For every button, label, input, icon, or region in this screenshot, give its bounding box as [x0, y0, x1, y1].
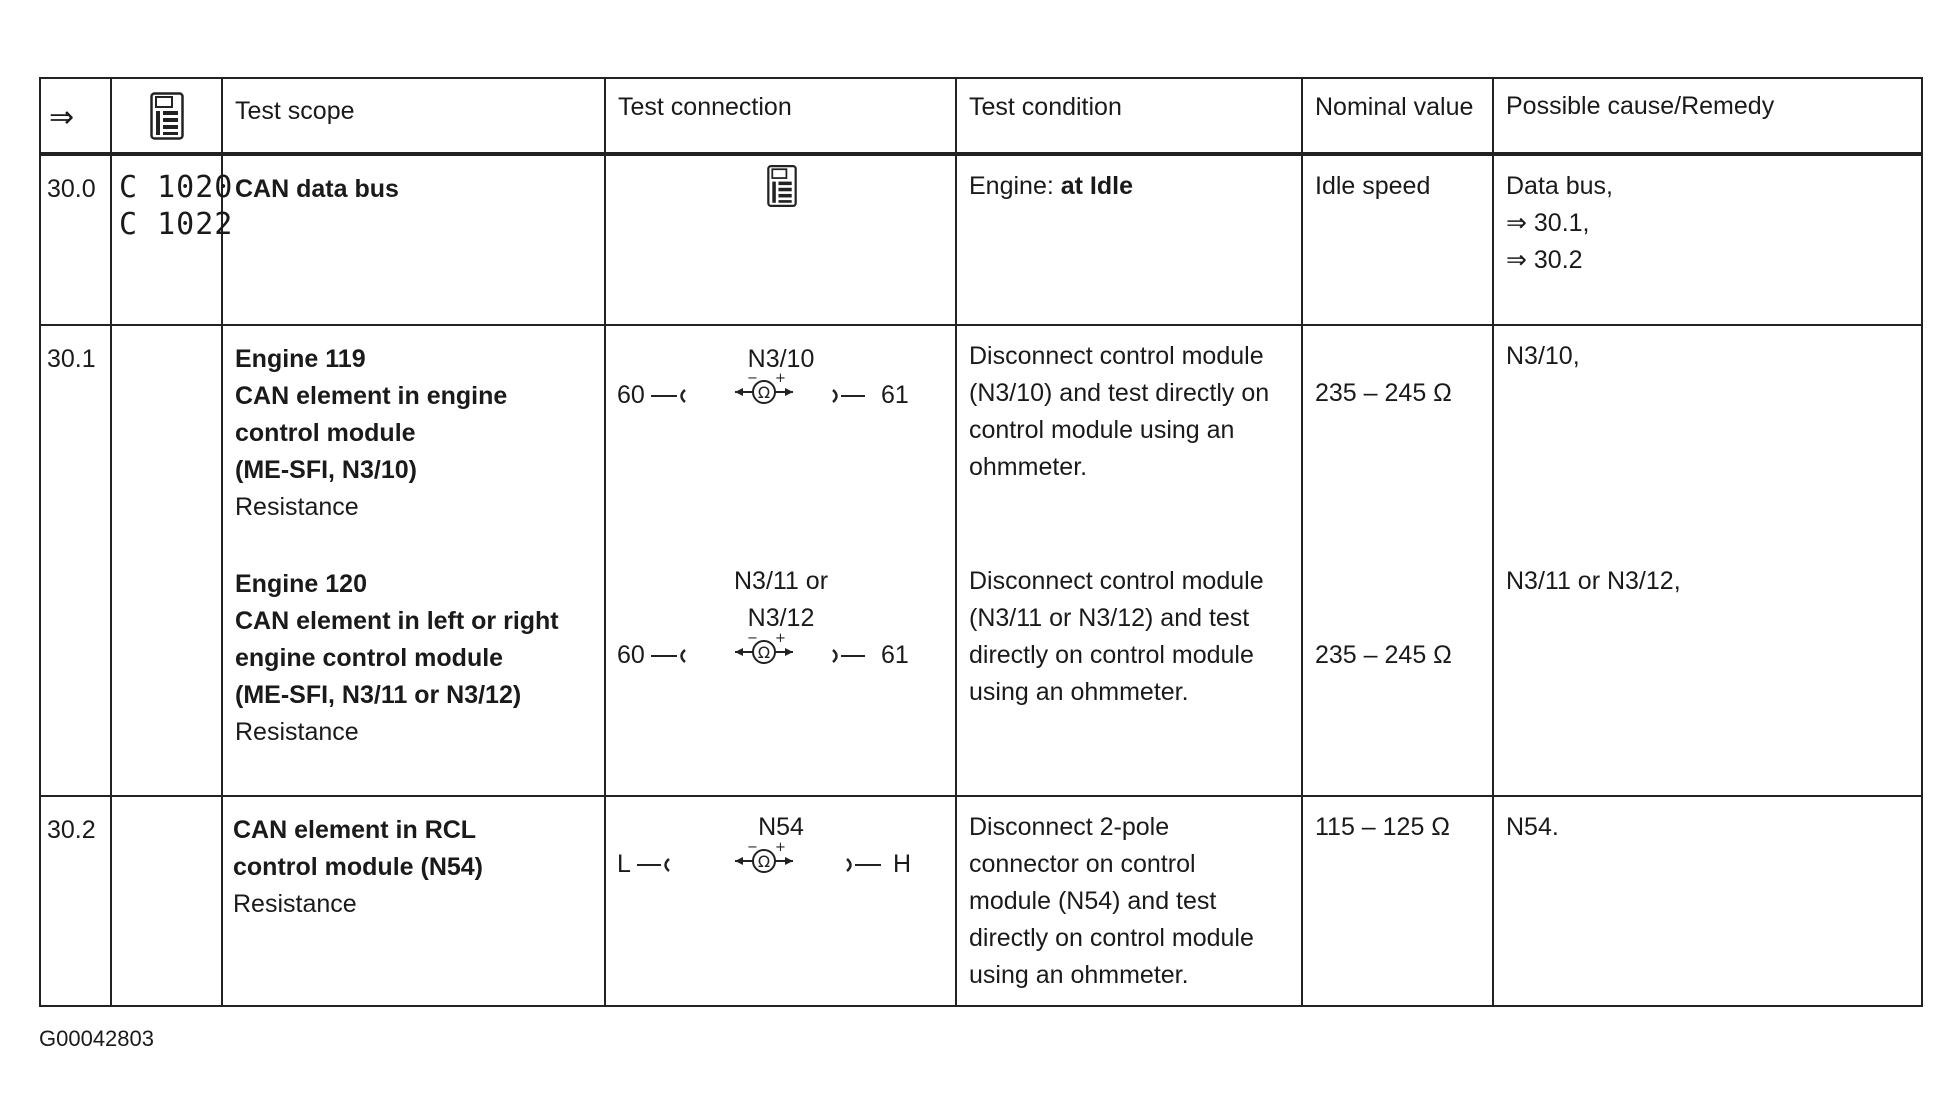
test-scope-title: CAN data bus: [235, 175, 399, 203]
nominal-value: 235 – 245 Ω: [1315, 641, 1452, 669]
test-condition: directly on control module: [969, 641, 1254, 669]
condition-value: at Idle: [1060, 172, 1133, 200]
header-possible-cause: Possible cause/Remedy: [1506, 92, 1775, 120]
fault-code: C 1020: [119, 170, 234, 205]
remedy-line: N3/11 or N3/12,: [1506, 567, 1681, 595]
condition-prefix: Engine:: [969, 172, 1054, 200]
test-condition: ohmmeter.: [969, 453, 1088, 481]
test-scope-title: Engine 119: [235, 345, 366, 373]
test-condition: connector on control: [969, 850, 1196, 878]
svg-text:+: +: [775, 841, 786, 855]
column-divider: [604, 79, 606, 1005]
test-condition: directly on control module: [969, 924, 1254, 952]
test-scope-title: CAN element in engine: [235, 382, 508, 410]
fault-code: C 1022: [119, 207, 234, 242]
test-scope-title: control module: [235, 419, 416, 447]
column-divider: [1301, 79, 1303, 1005]
pin-right: 61: [881, 641, 909, 669]
header-nominal-value: Nominal value: [1315, 93, 1474, 121]
test-condition: using an ohmmeter.: [969, 961, 1189, 989]
remedy-line: ⇒ 30.2: [1506, 246, 1583, 274]
test-condition: (N3/10) and test directly on: [969, 379, 1270, 407]
diagnostic-test-table: [39, 77, 1923, 1007]
test-condition: (N3/11 or N3/12) and test: [969, 604, 1250, 632]
header-test-scope: Test scope: [235, 97, 355, 125]
module-label: N54: [758, 813, 804, 841]
module-label: N3/10: [747, 345, 815, 373]
diagnostic-tester-icon: [150, 92, 184, 145]
column-divider: [1492, 79, 1494, 1005]
step-number: 30.1: [47, 345, 96, 373]
remedy-line: N54.: [1506, 813, 1559, 841]
svg-text:−: −: [747, 372, 758, 386]
remedy-line: Data bus,: [1506, 172, 1614, 200]
svg-text:−: −: [747, 841, 758, 855]
test-condition: control module using an: [969, 416, 1235, 444]
test-scope-title: CAN element in left or right: [235, 607, 559, 635]
test-scope-title: (ME-SFI, N3/11 or N3/12): [235, 681, 522, 709]
header-divider: [41, 152, 1921, 156]
ohm-symbol: Ω: [757, 852, 771, 871]
nominal-value: Idle speed: [1315, 172, 1431, 200]
test-condition: using an ohmmeter.: [969, 678, 1189, 706]
svg-text:+: +: [775, 372, 786, 386]
test-scope-title: engine control module: [235, 644, 504, 672]
figure-code: G00042803: [39, 1026, 154, 1051]
nominal-value: 115 – 125 Ω: [1315, 813, 1450, 841]
header-step-arrow: ⇒: [49, 101, 75, 134]
column-divider: [955, 79, 957, 1005]
test-scope-measure: Resistance: [235, 493, 359, 521]
test-scope-title: (ME-SFI, N3/10): [235, 456, 417, 484]
column-divider: [110, 79, 112, 1005]
ohm-symbol: Ω: [757, 383, 771, 402]
diagnostic-tester-icon: [767, 164, 797, 213]
module-label: N3/11 or: [733, 567, 829, 595]
ohm-symbol: Ω: [757, 643, 771, 662]
ohmmeter-connection-icon: [651, 372, 891, 416]
test-condition: module (N54) and test: [969, 887, 1217, 915]
nominal-value: 235 – 245 Ω: [1315, 379, 1452, 407]
step-number: 30.0: [47, 175, 96, 203]
test-condition: Disconnect control module: [969, 342, 1264, 370]
header-test-connection: Test connection: [618, 93, 792, 121]
remedy-line: N3/10,: [1506, 342, 1580, 370]
ohmmeter-connection-icon: [637, 841, 897, 885]
svg-text:−: −: [747, 632, 758, 646]
test-condition: [969, 168, 1133, 205]
pin-right: 61: [881, 381, 909, 409]
pin-left: 60: [617, 381, 645, 409]
pin-left: L: [617, 850, 631, 878]
test-condition: Disconnect control module: [969, 567, 1264, 595]
module-label: N3/12: [747, 604, 815, 632]
test-scope-title: Engine 120: [235, 570, 367, 598]
test-scope-title: control module (N54): [233, 853, 484, 881]
pin-right: H: [893, 850, 912, 878]
step-number: 30.2: [47, 816, 96, 844]
header-test-condition: Test condition: [969, 93, 1122, 121]
remedy-line: ⇒ 30.1,: [1506, 209, 1590, 237]
row-divider: [41, 324, 1921, 326]
test-scope-measure: Resistance: [235, 718, 359, 746]
test-scope-title: CAN element in RCL: [233, 816, 477, 844]
row-divider: [41, 795, 1921, 797]
pin-left: 60: [617, 641, 645, 669]
ohmmeter-connection-icon: [651, 632, 891, 676]
svg-text:+: +: [775, 632, 786, 646]
test-condition: Disconnect 2-pole: [969, 813, 1170, 841]
test-scope-measure: Resistance: [233, 890, 357, 918]
